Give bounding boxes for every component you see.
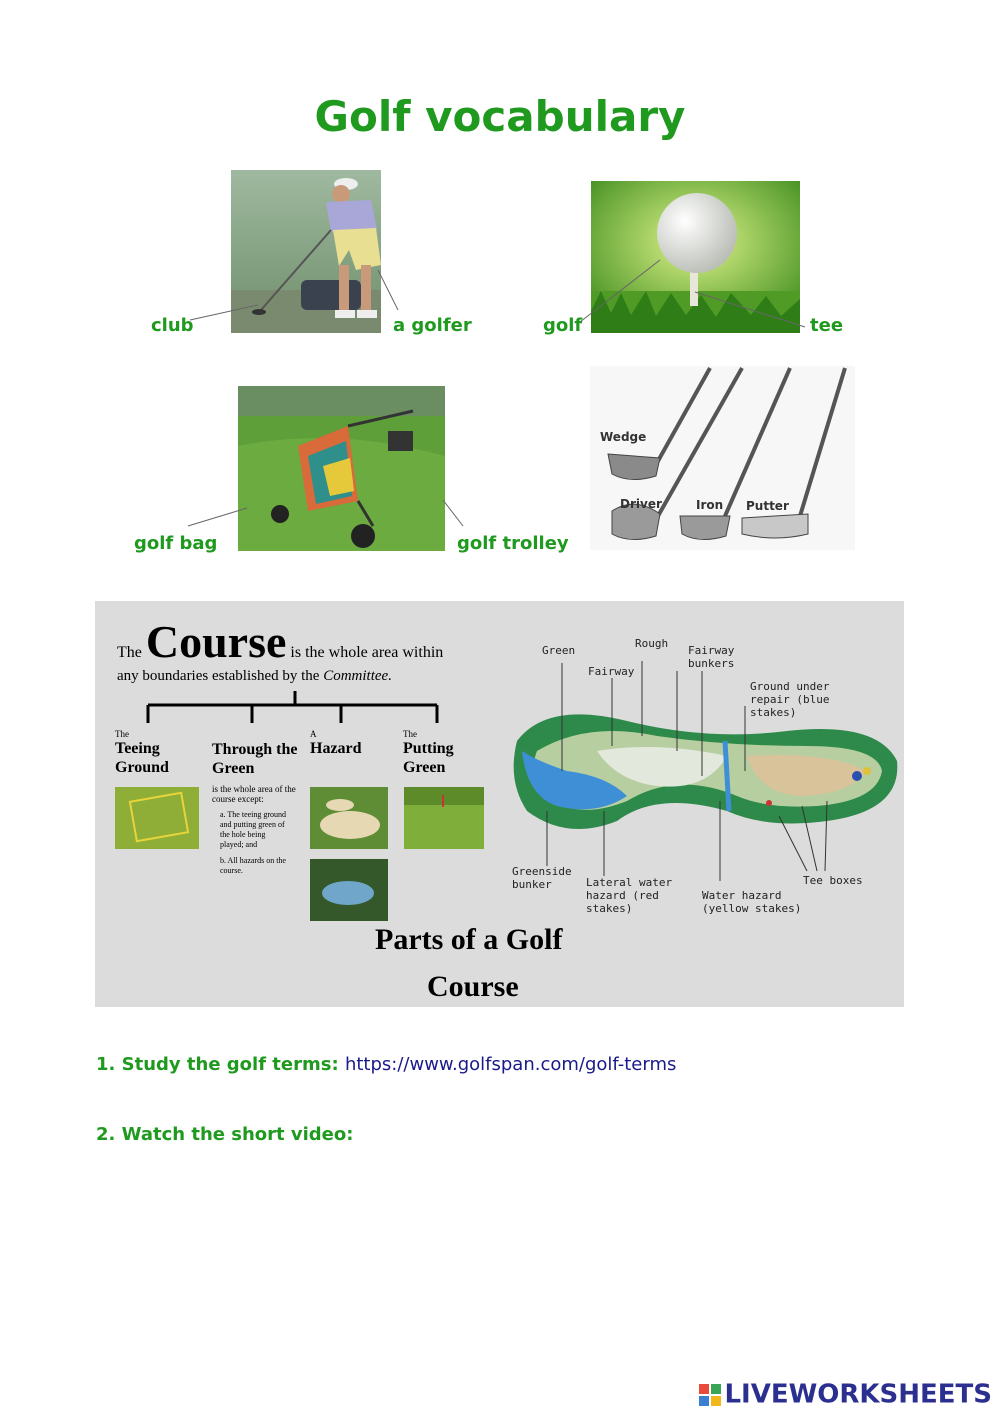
course-committee: Committee. (323, 668, 392, 684)
golf-clubs-illustration (590, 366, 855, 550)
through-desc: is the whole area of the course except: (212, 784, 296, 804)
label-golf: golf (543, 315, 583, 336)
club-label-driver: Driver (620, 497, 662, 511)
logo-icon (699, 1384, 721, 1406)
club-label-iron: Iron (696, 498, 724, 512)
course-intro-rest: is the whole area within (290, 644, 444, 661)
through-exception-a: a. The teeing ground and putting green of the hole being played; and (220, 810, 287, 849)
club-label-putter: Putter (746, 499, 789, 513)
map-label-fairway: Fairway (588, 665, 635, 678)
course-intro-the: The (117, 644, 142, 661)
liveworksheets-logo (699, 1379, 992, 1410)
putting-small: The (403, 729, 417, 739)
club-label-wedge: Wedge (600, 430, 647, 444)
map-label-green: Green (542, 644, 576, 657)
logo-text: LIVEWORKSHEETS (724, 1379, 992, 1410)
through-exception-b: b. All hazards on the course. (220, 856, 286, 875)
map-label-rough: Rough (635, 637, 669, 650)
map-label-lateral-water-hazard: Lateral water hazard (red stakes) (586, 876, 673, 915)
hazard-water-thumbnail (310, 859, 388, 921)
putting-heading: Putting Green (403, 740, 454, 776)
teeing-ground-thumbnail (115, 787, 199, 849)
course-heading: Course (145, 616, 287, 667)
teeing-small: The (115, 729, 129, 739)
teeing-heading: Teeing Ground (115, 740, 169, 776)
label-golfer: a golfer (393, 315, 472, 336)
label-tee: tee (810, 315, 844, 336)
map-label-water-hazard: Water hazard (yellow stakes) (702, 889, 802, 915)
label-golf-bag: golf bag (134, 533, 218, 554)
map-label-ground-under-repair: Ground under repair (blue stakes) (750, 680, 830, 719)
page-title: Golf vocabulary (314, 92, 686, 141)
hazard-heading: Hazard (310, 740, 362, 757)
map-label-tee-boxes: Tee boxes (803, 874, 863, 887)
label-golf-trolley: golf trolley (457, 533, 569, 554)
label-club: club (151, 315, 194, 336)
task-1 (96, 1054, 676, 1075)
golf-course-infographic (95, 601, 904, 1007)
golf-terms-link[interactable]: https://www.golfspan.com/golf-terms (344, 1054, 677, 1075)
hazard-bunker-thumbnail (310, 787, 388, 849)
hazard-small: A (310, 729, 317, 739)
course-caption-line2: Course (427, 970, 519, 1003)
map-label-fairway-bunkers: Fairway bunkers (688, 644, 735, 670)
course-intro-line2: any boundaries established by the (117, 668, 320, 684)
map-label-greenside-bunker: Greenside bunker (512, 865, 572, 891)
through-heading: Through the Green (212, 741, 298, 777)
course-caption-line1: Parts of a Golf (375, 923, 563, 956)
task-2-text: 2. Watch the short video: (96, 1124, 354, 1145)
task-1-text: 1. Study the golf terms: (96, 1054, 339, 1075)
putting-green-thumbnail (404, 787, 484, 849)
